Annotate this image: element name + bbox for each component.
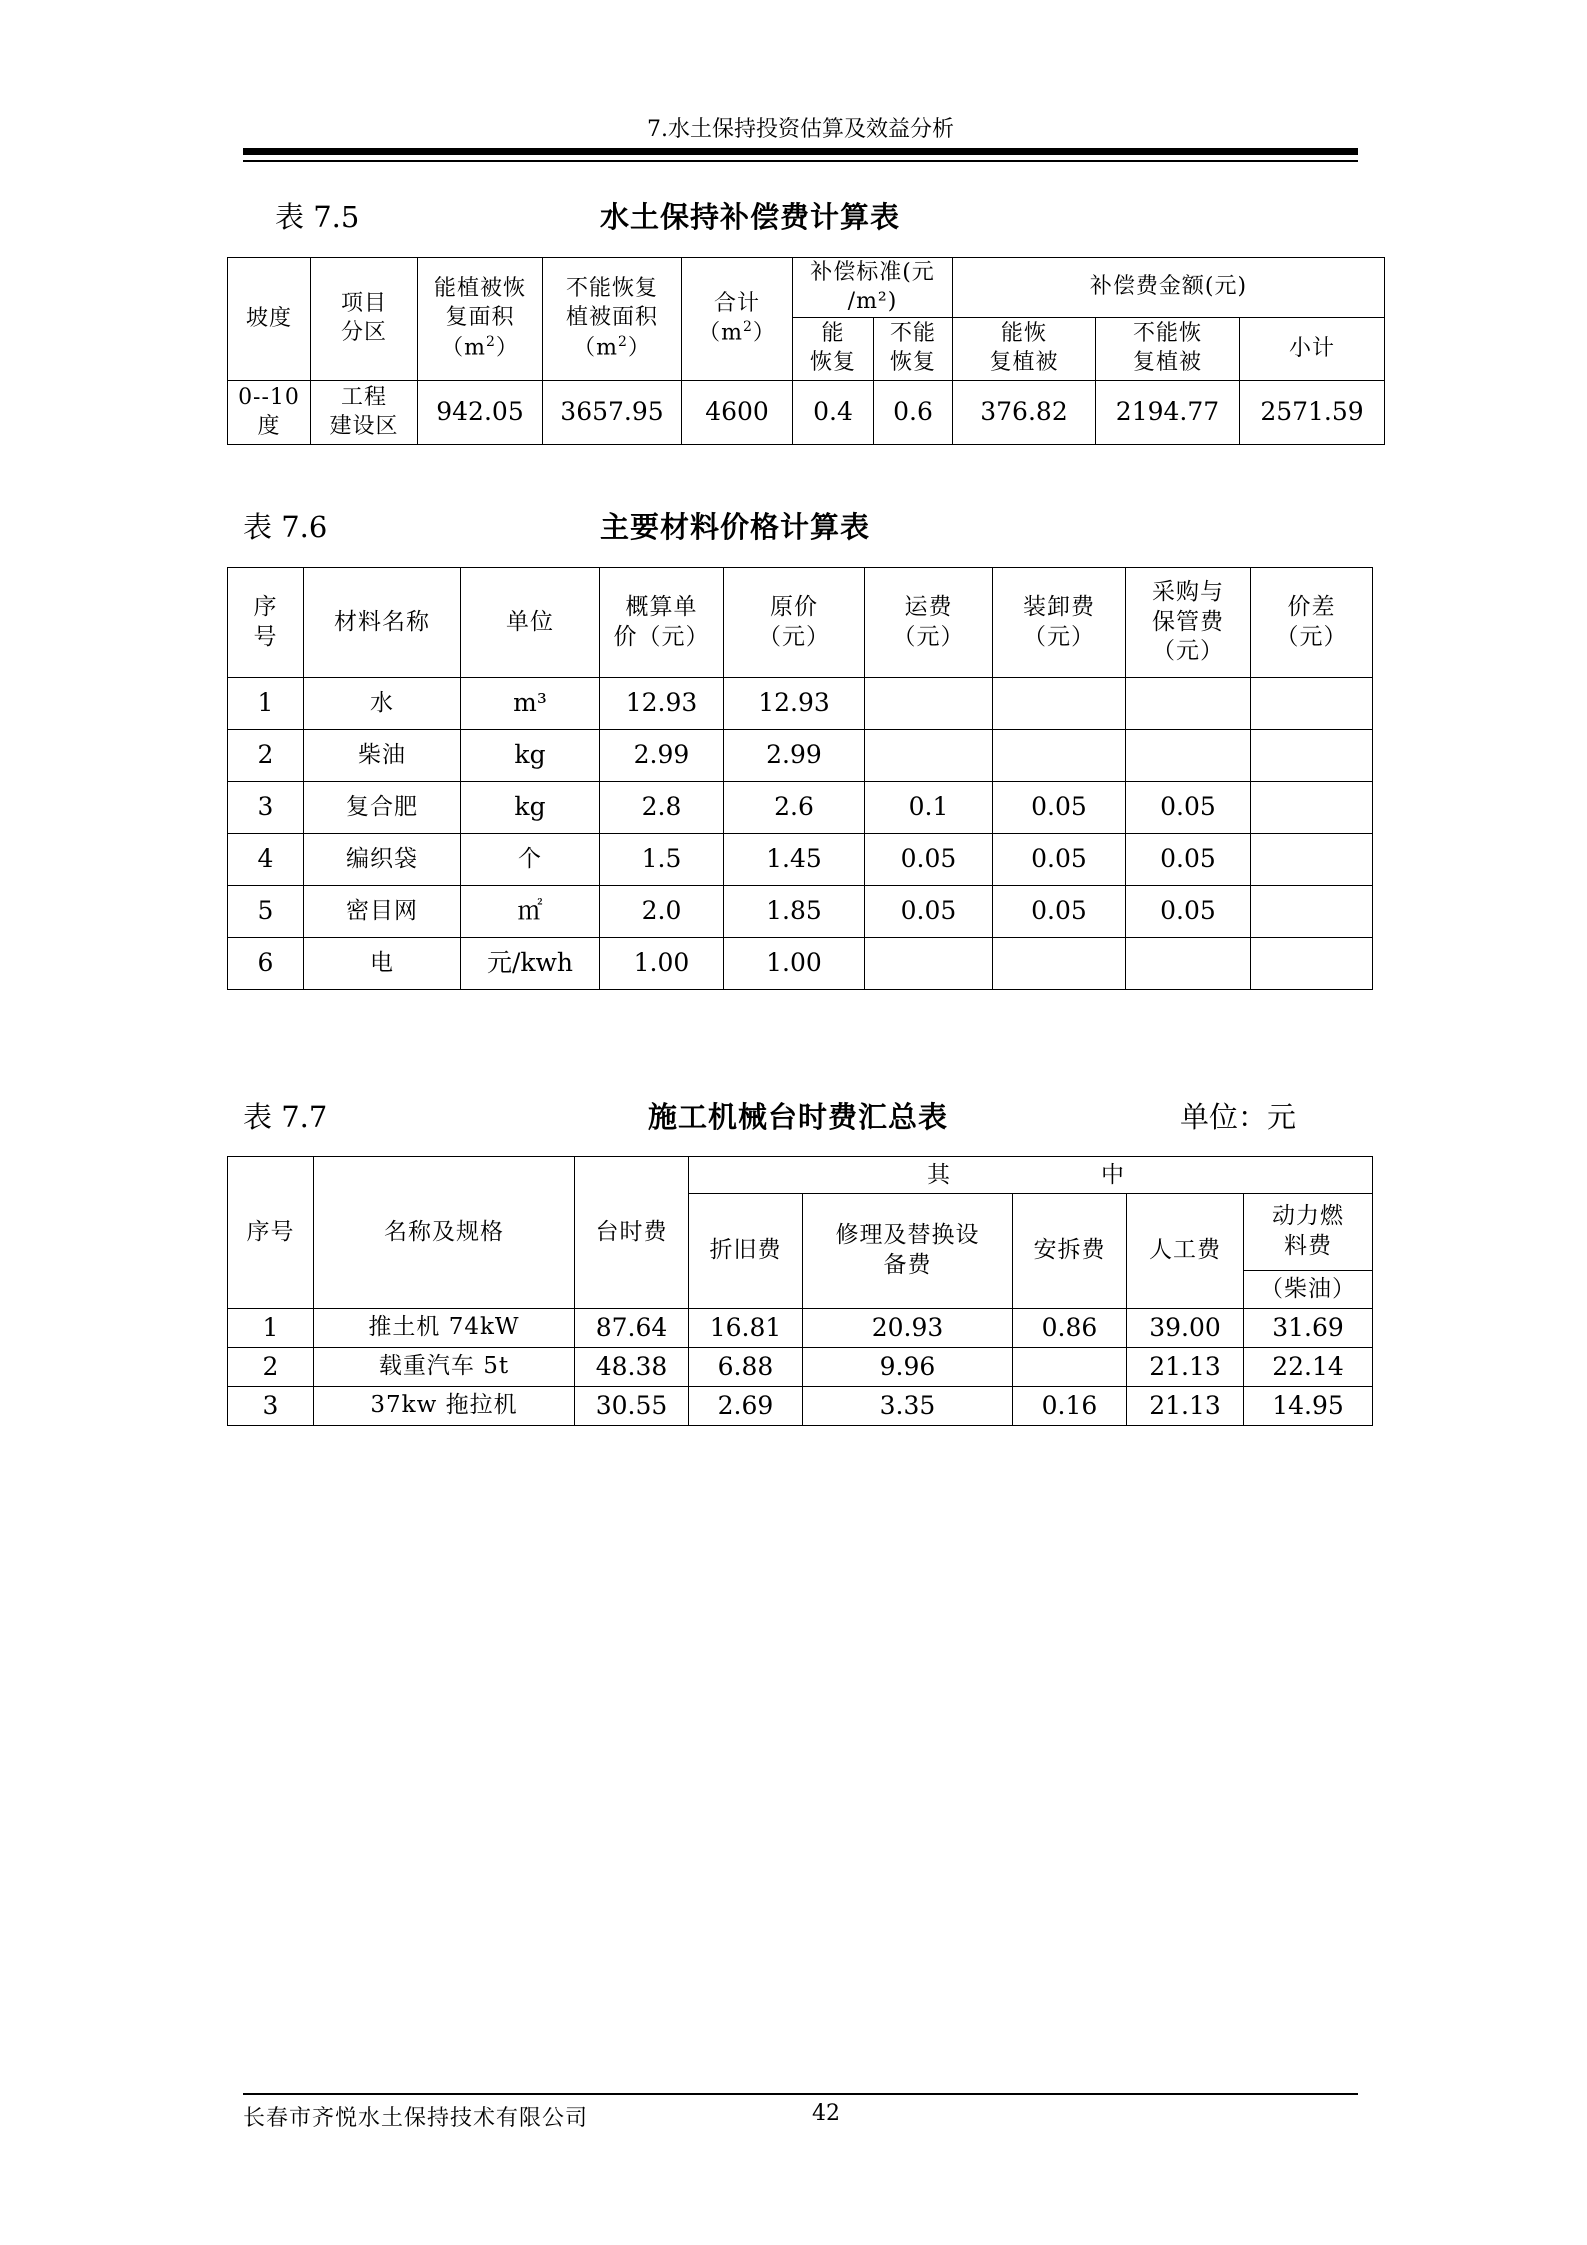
t76-cell-diff xyxy=(1251,730,1373,782)
t77-cell-hourly: 30.55 xyxy=(575,1387,689,1426)
t75-cell-amt-restorable: 376.82 xyxy=(953,381,1096,445)
t76-header-orig: 原价 （元） xyxy=(724,568,865,678)
t75-header-standard: 补偿标准(元 /m²) xyxy=(793,258,953,318)
t76-header-name: 材料名称 xyxy=(304,568,461,678)
t77-header-labor: 人工费 xyxy=(1127,1194,1244,1309)
t76-cell-budget: 2.99 xyxy=(600,730,724,782)
t76-cell-no: 5 xyxy=(228,886,304,938)
t75-cell-amt-nonrestorable: 2194.77 xyxy=(1096,381,1240,445)
t76-cell-orig: 12.93 xyxy=(724,678,865,730)
t76-cell-purchase xyxy=(1126,678,1251,730)
t75-header-std-restorable: 能 恢复 xyxy=(793,318,874,381)
t76-header-diff: 价差 （元） xyxy=(1251,568,1373,678)
t76-header-purchase: 采购与 保管费 （元） xyxy=(1126,568,1251,678)
header-rule-thin xyxy=(243,160,1358,162)
t76-cell-handling: 0.05 xyxy=(993,782,1126,834)
t76-cell-orig: 2.99 xyxy=(724,730,865,782)
header-rule-thick xyxy=(243,148,1358,155)
t75-header-amt-restorable: 能恢 复植被 xyxy=(953,318,1096,381)
t76-header-budget: 概算单 价（元） xyxy=(600,568,724,678)
table-7-6-label: 表 7.6 xyxy=(243,510,328,544)
t76-cell-handling: 0.05 xyxy=(993,834,1126,886)
t76-cell-freight: 0.05 xyxy=(865,886,993,938)
t76-cell-budget: 12.93 xyxy=(600,678,724,730)
t76-cell-budget: 2.0 xyxy=(600,886,724,938)
t75-header-amount: 补偿费金额(元) xyxy=(953,258,1385,318)
table-row xyxy=(228,730,1373,782)
t76-cell-freight xyxy=(865,938,993,990)
t76-cell-no: 6 xyxy=(228,938,304,990)
table-7-6-title: 主要材料价格计算表 xyxy=(600,510,871,544)
table-row xyxy=(228,1348,1373,1387)
t76-cell-budget: 1.5 xyxy=(600,834,724,886)
t76-cell-freight xyxy=(865,730,993,782)
t76-cell-unit: 元/kwh xyxy=(461,938,600,990)
t76-cell-no: 1 xyxy=(228,678,304,730)
t77-cell-no: 3 xyxy=(228,1387,314,1426)
t75-header-zone: 项目 分区 xyxy=(311,258,418,381)
t76-cell-diff xyxy=(1251,886,1373,938)
t77-cell-repair: 20.93 xyxy=(803,1309,1013,1348)
t77-cell-name: 37kw 拖拉机 xyxy=(314,1387,575,1426)
t76-header-no: 序 号 xyxy=(228,568,304,678)
t77-cell-depreciation: 6.88 xyxy=(689,1348,803,1387)
t76-cell-purchase: 0.05 xyxy=(1126,834,1251,886)
t77-header-among: 其 中 xyxy=(689,1157,1373,1194)
t76-cell-diff xyxy=(1251,834,1373,886)
t77-cell-install xyxy=(1013,1348,1127,1387)
t76-cell-name: 复合肥 xyxy=(304,782,461,834)
t75-cell-nonrestorable-area: 3657.95 xyxy=(543,381,682,445)
t75-cell-std-restorable: 0.4 xyxy=(793,381,874,445)
t77-cell-depreciation: 2.69 xyxy=(689,1387,803,1426)
t76-cell-purchase xyxy=(1126,938,1251,990)
t77-cell-hourly: 48.38 xyxy=(575,1348,689,1387)
table-7-5-title: 水土保持补偿费计算表 xyxy=(600,200,901,234)
t77-cell-repair: 3.35 xyxy=(803,1387,1013,1426)
t76-cell-freight: 0.1 xyxy=(865,782,993,834)
t77-cell-labor: 21.13 xyxy=(1127,1348,1244,1387)
t77-header-name: 名称及规格 xyxy=(314,1157,575,1309)
t76-cell-no: 4 xyxy=(228,834,304,886)
t75-header-restorable-area: 能植被恢 复面积 $(m^2)$ xyxy=(418,258,543,381)
page-header-title: 7.水土保持投资估算及效益分析 xyxy=(647,117,954,142)
t77-header-fuel: 动力燃 料费 xyxy=(1244,1194,1373,1271)
table-row xyxy=(228,678,1373,730)
t75-cell-std-nonrestorable: 0.6 xyxy=(874,381,953,445)
t75-header-amt-nonrestorable: 不能恢 复植被 xyxy=(1096,318,1240,381)
table-row xyxy=(228,782,1373,834)
table-row xyxy=(228,834,1373,886)
table-7-7-title: 施工机械台时费汇总表 xyxy=(648,1100,949,1134)
t77-cell-depreciation: 16.81 xyxy=(689,1309,803,1348)
t77-cell-labor: 21.13 xyxy=(1127,1387,1244,1426)
t77-cell-no: 1 xyxy=(228,1309,314,1348)
t76-cell-unit: kg xyxy=(461,730,600,782)
t76-cell-name: 柴油 xyxy=(304,730,461,782)
t76-cell-budget: 2.8 xyxy=(600,782,724,834)
t77-cell-name: 载重汽车 5t xyxy=(314,1348,575,1387)
t75-cell-restorable-area: 942.05 xyxy=(418,381,543,445)
table-7-7-unit-note: 单位：元 xyxy=(1180,1100,1297,1134)
t76-cell-diff xyxy=(1251,938,1373,990)
t76-cell-no: 3 xyxy=(228,782,304,834)
t76-cell-purchase xyxy=(1126,730,1251,782)
table-row xyxy=(228,886,1373,938)
t77-cell-fuel: 31.69 xyxy=(1244,1309,1373,1348)
t77-cell-name: 推土机 74kW xyxy=(314,1309,575,1348)
t76-cell-orig: 1.00 xyxy=(724,938,865,990)
table-7-6 xyxy=(227,567,1373,990)
t75-cell-slope: 0--10 度 xyxy=(228,381,311,445)
t75-header-subtotal: 小计 xyxy=(1240,318,1385,381)
t76-cell-orig: 1.45 xyxy=(724,834,865,886)
t75-cell-subtotal: 2571.59 xyxy=(1240,381,1385,445)
t77-cell-repair: 9.96 xyxy=(803,1348,1013,1387)
t76-cell-budget: 1.00 xyxy=(600,938,724,990)
t76-cell-unit: m³ xyxy=(461,678,600,730)
t76-cell-purchase: 0.05 xyxy=(1126,782,1251,834)
t76-cell-name: 编织袋 xyxy=(304,834,461,886)
t77-cell-hourly: 87.64 xyxy=(575,1309,689,1348)
table-row xyxy=(228,1387,1373,1426)
t76-cell-freight xyxy=(865,678,993,730)
footer-rule xyxy=(243,2093,1358,2095)
t76-header-freight: 运费 （元） xyxy=(865,568,993,678)
t77-header-fuel-note: （柴油） xyxy=(1244,1271,1373,1309)
t76-cell-handling: 0.05 xyxy=(993,886,1126,938)
t77-header-install: 安拆费 xyxy=(1013,1194,1127,1309)
table-row xyxy=(228,1309,1373,1348)
t77-header-no: 序号 xyxy=(228,1157,314,1309)
t76-cell-name: 水 xyxy=(304,678,461,730)
table-7-5-label: 表 7.5 xyxy=(275,200,360,234)
t76-cell-orig: 2.6 xyxy=(724,782,865,834)
t76-cell-unit: kg xyxy=(461,782,600,834)
t77-header-repair: 修理及替换设 备费 xyxy=(803,1194,1013,1309)
t77-cell-no: 2 xyxy=(228,1348,314,1387)
t75-header-nonrestorable-area: 不能恢复 植被面积 $(m^2)$ xyxy=(543,258,682,381)
footer-company: 长春市齐悦水土保持技术有限公司 xyxy=(243,2106,589,2131)
t77-header-hourly: 台时费 xyxy=(575,1157,689,1309)
t76-cell-name: 电 xyxy=(304,938,461,990)
t77-cell-install: 0.16 xyxy=(1013,1387,1127,1426)
t76-cell-diff xyxy=(1251,782,1373,834)
page-number: 42 xyxy=(812,2101,840,2126)
t75-header-slope: 坡度 xyxy=(228,258,311,381)
t77-header-depreciation: 折旧费 xyxy=(689,1194,803,1309)
t76-cell-freight: 0.05 xyxy=(865,834,993,886)
table-7-7 xyxy=(227,1156,1373,1426)
t76-header-unit: 单位 xyxy=(461,568,600,678)
table-7-7-label: 表 7.7 xyxy=(243,1100,328,1134)
table-7-5 xyxy=(227,257,1385,445)
t75-cell-zone: 工程 建设区 xyxy=(311,381,418,445)
t77-cell-fuel: 22.14 xyxy=(1244,1348,1373,1387)
t76-cell-unit: 个 xyxy=(461,834,600,886)
t76-cell-orig: 1.85 xyxy=(724,886,865,938)
t76-cell-handling xyxy=(993,678,1126,730)
t76-cell-handling xyxy=(993,938,1126,990)
t76-cell-handling xyxy=(993,730,1126,782)
t77-cell-fuel: 14.95 xyxy=(1244,1387,1373,1426)
t77-cell-install: 0.86 xyxy=(1013,1309,1127,1348)
t75-header-total: 合计 $(m^2)$ xyxy=(682,258,793,381)
t76-cell-diff xyxy=(1251,678,1373,730)
t75-cell-total: 4600 xyxy=(682,381,793,445)
t76-header-handling: 装卸费 （元） xyxy=(993,568,1126,678)
t76-cell-no: 2 xyxy=(228,730,304,782)
t75-header-std-nonrestorable: 不能 恢复 xyxy=(874,318,953,381)
t76-cell-name: 密目网 xyxy=(304,886,461,938)
t76-cell-purchase: 0.05 xyxy=(1126,886,1251,938)
table-row xyxy=(228,938,1373,990)
t77-cell-labor: 39.00 xyxy=(1127,1309,1244,1348)
table-row xyxy=(228,381,1385,445)
t76-cell-unit: ㎡ xyxy=(461,886,600,938)
